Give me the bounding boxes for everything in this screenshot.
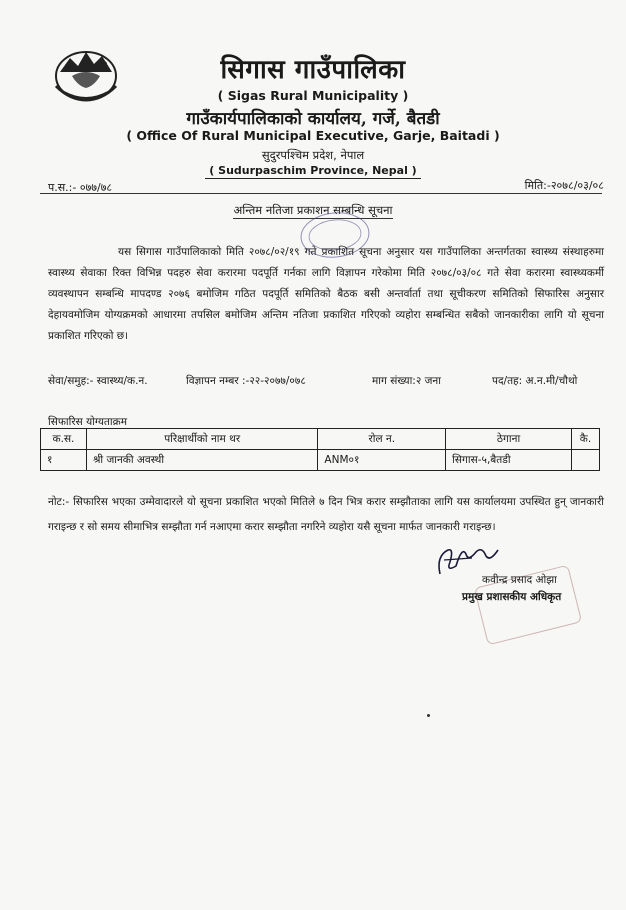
office-name-nepali: गाउँकार्यपालिकाको कार्यालय, गर्जे, बैतडी: [186, 109, 440, 129]
table-header-row: [41, 429, 600, 450]
header-address: ठेगाना: [446, 429, 572, 450]
cell-remarks: [571, 450, 599, 471]
signatory-name: कवीन्द्र प्रसाद ओझा: [482, 574, 557, 586]
scan-speck: [427, 714, 430, 717]
recommendation-table: [40, 428, 600, 471]
table-row: [41, 450, 600, 471]
cell-address: सिगास-५,बैतडी: [446, 450, 572, 471]
header-candidate-name: परिक्षार्थीको नाम थर: [86, 429, 317, 450]
notice-date: मिति:-२०७८/०३/०८: [524, 179, 604, 192]
notice-note: नोट:- सिफारिस भएका उम्मेवादारले यो सूचना प्रकाशित भएको मितिले ७ दिन भित्र करार सम्झौताका लागि यस कार्यालयमा उपस्थित हुन् जानकारी गराइन्छ र सो समय सीमाभित्र सम्झौता गर्न नआएमा करार सम्झौता नगरिने व्यहोरा यसै सूचना मार्फत जानकारी गराइन्छ।: [48, 496, 604, 533]
province-nepali: सुदुरपश्चिम प्रदेश, नेपाल: [261, 148, 365, 162]
header-divider: [40, 193, 602, 194]
table-caption: [48, 415, 127, 429]
cell-serial: १: [41, 450, 87, 471]
reference-number: प.स.:- ०७७/७८: [48, 181, 113, 194]
table-caption-text: सिफारिस योग्यताक्रम: [48, 416, 127, 428]
signatory-title: प्रमुख प्रशासकीय अधिकृत: [462, 591, 562, 603]
notice-body: यस सिगास गाउँपालिकाको मिति २०७८/०२/१९ गते प्रकाशित सूचना अनुसार यस गाउँपालिका अन्तर्गतका स्वास्थ्य संस्थाहरुमा स्वास्थ्य सेवाका रिक्त विभिन्न पदहरु सेवा करारमा पदपूर्ति गर्नका लागि विज्ञापन गरेकोमा मिति २०७८/०३/०८ गते सेवा करारमा स्वास्थ्यकर्मी व्यवस्थापन सम्बन्धि मापदण्ड २०७६ बमोजिम गठित पदपूर्ति समितिको बैठक बसी अन्तर्वार्ता तथा सूचीकरण समितिको सिफारिस अनुसार देहायवमोजिम योग्यक्रमको आधारमा तपसिल बमोजिम अन्तिम नतिजा प्रकाशित गरिएको व्यहोरा सम्बन्धित सबैको जानकारीका लागि यो सूचना प्रकाशित गरिएको छ।: [48, 246, 604, 342]
advertisement-number: विज्ञापन नम्बर :-२२-२०७७/०७८: [186, 375, 306, 387]
notice-subject-text: अन्तिम नतिजा प्रकाशन सम्बन्धि सूचना: [233, 203, 393, 217]
demand-count: माग संख्या:२ जना: [372, 375, 441, 387]
municipality-title-nepali: सिगास गाउँपालिका: [220, 55, 406, 85]
cell-roll-number: ANM०१: [318, 450, 446, 471]
header-roll-number: रोल न.: [318, 429, 446, 450]
cell-candidate-name: श्री जानकी अवस्थी: [86, 450, 317, 471]
municipality-title-english: ( Sigas Rural Municipality ): [217, 88, 409, 103]
province-english-text: ( Sudurpaschim Province, Nepal ): [205, 164, 420, 179]
header-remarks: कै.: [571, 429, 599, 450]
office-name-english: ( Office Of Rural Municipal Executive, Garje, Baitadi ): [126, 128, 500, 143]
province-english: [0, 164, 626, 179]
service-group: सेवा/समुह:- स्वास्थ्य/क.न.: [48, 375, 148, 387]
post-level: पद/तह: अ.न.मी/चौथो: [492, 375, 578, 387]
header-serial: क.स.: [41, 429, 87, 450]
